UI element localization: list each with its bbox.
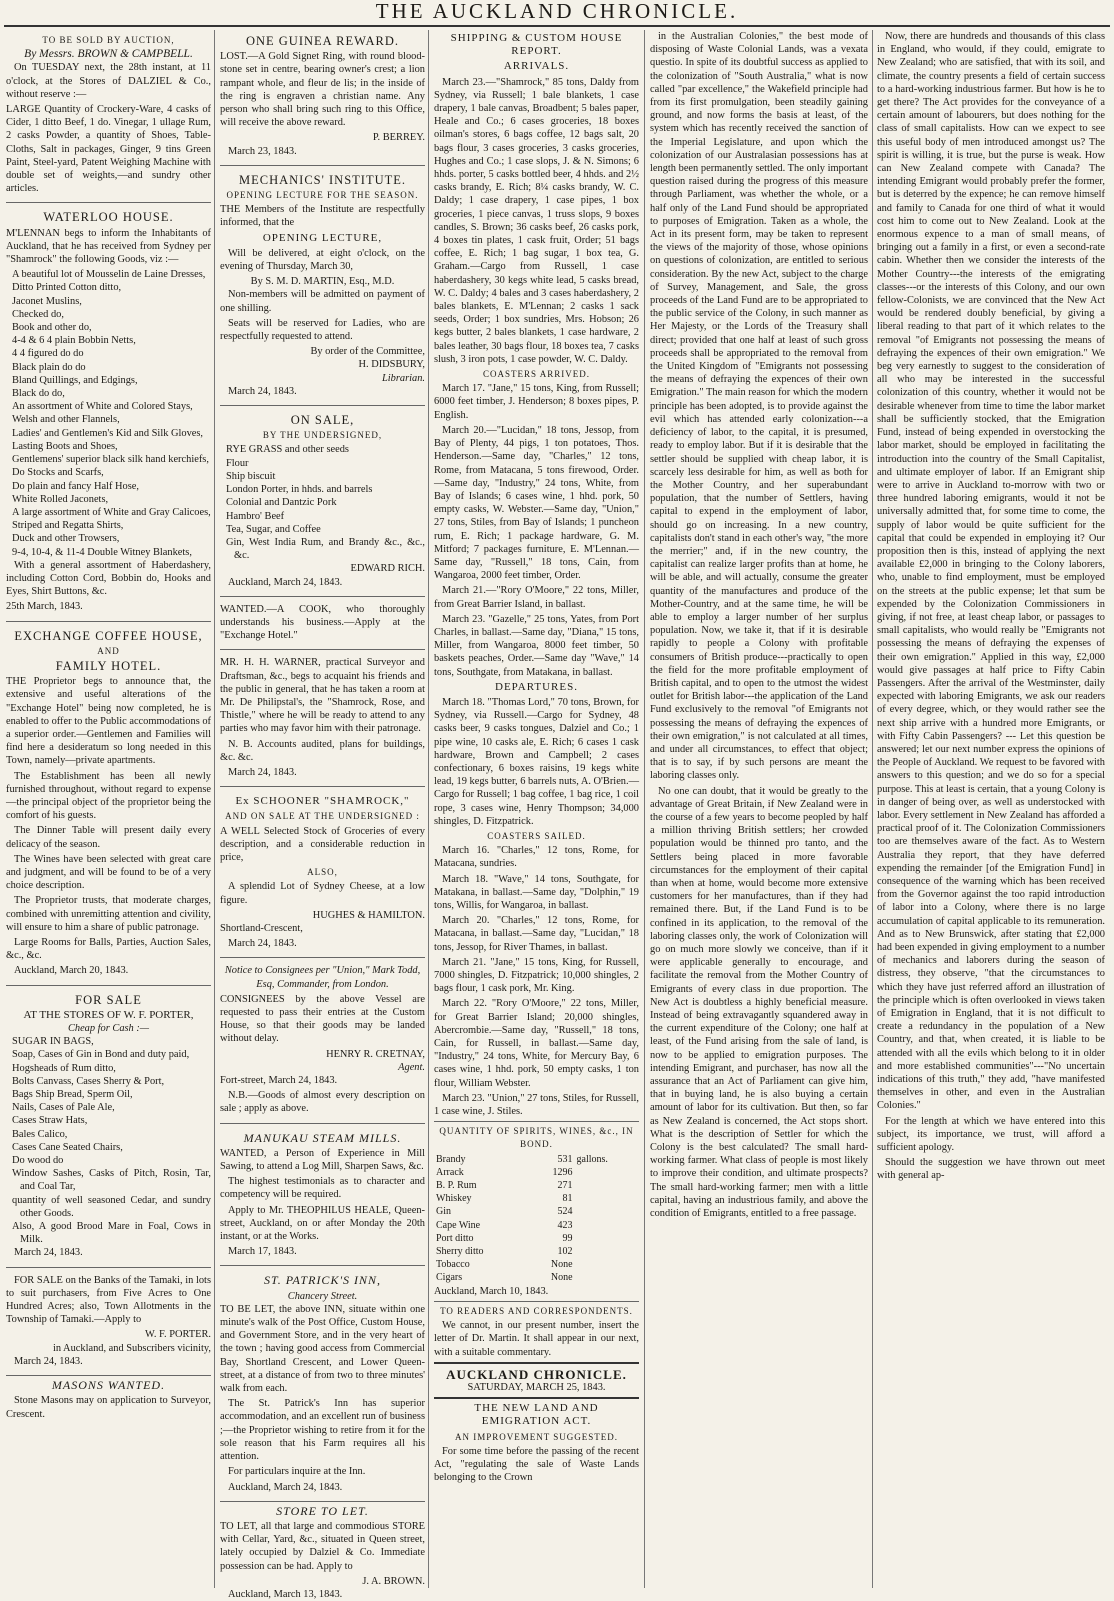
store-ad xyxy=(220,1505,425,1601)
bond-item: Brandy xyxy=(436,1153,466,1165)
list-item: Duck and other Trowsers, xyxy=(12,533,120,545)
list-item: A beautiful lot of Mousselin de Laine Dresses, xyxy=(12,269,206,281)
store-heading: STORE TO LET. xyxy=(276,1503,369,1518)
table-row xyxy=(434,1245,639,1258)
departures-list xyxy=(434,696,639,828)
bond-unit xyxy=(575,1258,639,1271)
store-name: J. A. BROWN. xyxy=(362,1575,425,1587)
column-5 xyxy=(877,30,1105,1588)
mills-body: WANTED, a Person of Experience in Mill Sawing, to attend a Log Mill, Sharpen Saws, &c. xyxy=(220,1147,425,1173)
column-2 xyxy=(220,30,425,1600)
inn-body-2: The St. Patrick's Inn has superior accommodation, and an excellent run of business ;—the Proprietor wishing to retire from it for the sole reason that his Farm requires all his attention. xyxy=(220,1398,425,1463)
shamrock-name: HUGHES & HAMILTON. xyxy=(312,909,425,921)
waterloo-ad xyxy=(6,206,211,621)
waterloo-date: 25th March, 1843. xyxy=(6,601,83,613)
list-item: Bland Quillings, and Edgings, xyxy=(12,374,138,386)
onsale-date: Auckland, March 24, 1843. xyxy=(228,576,343,588)
list-item: Bales Calico, xyxy=(12,1128,68,1140)
shamrock-date: March 24, 1843. xyxy=(228,938,297,950)
mills-body-3: Apply to Mr. THEOPHILUS HEALE, Queen-street, Auckland, on or after Monday the 20th instant, or at the Works. xyxy=(220,1204,425,1243)
shamrock-body: A WELL Selected Stock of Groceries of every description, and a considerable reduction in price, xyxy=(220,825,425,863)
coasters-arrived-heading: COASTERS ARRIVED. xyxy=(482,369,590,380)
bond-item: Sherry ditto xyxy=(436,1246,484,1258)
shipping-entry: March 21.—"Rory O'Moore," 22 tons, Miller, from Great Barrier Island, in ballast. xyxy=(434,585,639,610)
mechanics-date: March 24, 1843. xyxy=(228,385,297,397)
list-item: Window Sashes, Casks of Pitch, Rosin, Tar, and Coal Tar, xyxy=(12,1168,211,1193)
shipping-entry: March 17. "Jane," 15 tons, King, from Russell; 6000 feet timber, J. Henderson; 8 boxes pipes, P. English. xyxy=(434,383,639,421)
consignees-title: Agent. xyxy=(398,1061,425,1073)
column-divider xyxy=(214,30,215,1588)
inn-date: Auckland, March 24, 1843. xyxy=(228,1481,343,1493)
mechanics-para: THE Members of the Institute are respectfully informed, that the xyxy=(220,204,425,229)
exchange-para: The Proprietor trusts, that moderate charges, combined with unremitting attention and civility, will ensure to him a share of public patronage. xyxy=(6,895,211,933)
table-row xyxy=(434,1153,639,1166)
bond-qty: 524 xyxy=(557,1206,573,1218)
auction-heading: TO BE SOLD BY AUCTION, xyxy=(42,35,175,45)
bond-table xyxy=(434,1153,639,1285)
table-row xyxy=(434,1232,639,1245)
onsale-items xyxy=(220,443,425,562)
shipping-entry: March 23. "Gazelle," 25 tons, Yates, from Port Charles, in ballast.—Same day, "Diana," 15 tons, Miller, from Wangaroa, 8000 feet timber, 50 baskets peaches, Order.—Same day "Wave," 14 tons, Southgate, from Matakana, in ballast. xyxy=(434,613,639,678)
bond-unit xyxy=(575,1179,639,1192)
masthead: THE AUCKLAND CHRONICLE. xyxy=(375,0,739,23)
tamaki-name: W. F. PORTER. xyxy=(145,1329,211,1341)
article-continued xyxy=(650,30,868,1220)
inn-sub: Chancery Street. xyxy=(287,1290,358,1302)
bond-qty: 271 xyxy=(557,1180,573,1192)
shipping-entry: March 20.—"Lucidan," 18 tons, Jessop, from Bay of Plenty, 44 pigs, 1 ton potatoes, Thos. Henderson.—Same day, "Charles," 12 tons, Rome, from Matacana, 5 tons firewood, Order.—Same day, "Industry," 24 tons, White, from Bay of Islands; 6 cases wine, 1 hhd. pork, 50 empty casks, W. Webster.—Same day, "Union," 27 tons, Stiles, from Bay of Islands; 1 puncheon rum, E. Rich; 1 package hardware, G. M. Mitford; 7 packages furniture, E. M'Lennan.—Same day, "Russell," 18 tons, Cain, from Wangaroa, 2000 feet timber, Order. xyxy=(434,424,639,582)
shipping-entry: March 16. "Charles," 12 tons, Rome, for Matacana, sundries. xyxy=(434,845,639,870)
column-3 xyxy=(434,30,639,1588)
shipping-entry: March 18. "Thomas Lord," 70 tons, Brown, for Sydney, via Russell.—Cargo for Sydney, 48 casks beer, 9 casks tongues, Dalziel and Co.; 1 pipe wine, 10 casks ale, E. Rich; 6 cases 1 cask hardware, Brown and Campbell; 2 cases confectionary, 6 boxes raisins, 19 kegs white lead, 19 kegs butter, 6 barrels nuts, A. O'Brien.—Cargo for Russell; 1 bag coffee, 1 bag rice, 1 coil rope, 3 cases wine, Henry Thompson; 34,000 shingles, D. Fitzpatrick. xyxy=(434,696,639,827)
table-row xyxy=(434,1179,639,1192)
bond-date: Auckland, March 10, 1843. xyxy=(434,1285,549,1297)
list-item: A large assortment of White and Gray Calicoes, xyxy=(12,506,211,518)
list-item: Gentlemens' superior black silk hand kerchiefs, xyxy=(12,454,209,466)
list-item: Cases Cane Seated Chairs, xyxy=(12,1141,123,1153)
shamrock-ad xyxy=(220,790,425,958)
mechanics-heading: MECHANICS' INSTITUTE. xyxy=(239,172,406,187)
reward-name: P. BERREY. xyxy=(372,132,425,144)
forsale-date: March 24, 1843. xyxy=(14,1247,83,1259)
shipping-heading: SHIPPING & CUSTOM HOUSE REPORT. xyxy=(450,32,623,58)
mechanics-name: H. DIDSBURY, xyxy=(358,359,425,371)
mechanics-para: Seats will be reserved for Ladies, who are respectfully requested to attend. xyxy=(220,317,425,343)
exchange-para: The Dinner Table will present daily every delicacy of the season. xyxy=(6,825,211,850)
onsale-by: BY THE UNDERSIGNED, xyxy=(262,430,383,441)
list-item: Black plain do do xyxy=(12,361,86,373)
store-body: TO LET, all that large and commodious STORE with Cellar, Yard, &c., situated in Queen street, lately occupied by Dalziel & Co. Immediate possession can be had. Apply to xyxy=(220,1520,425,1572)
table-row xyxy=(434,1192,639,1205)
shipping-entry: March 23.—"Shamrock," 85 tons, Daldy from Sydney, via Russell; 1 bale blankets, 1 case drapery, 1 bale canvas, Broadbent; 5 bales paper, Heale and Co.; 6 cases groceries, 18 boxes oilman's stores, 6 bags coffee, 12 bags salt, 20 bags flour, 3 cases groceries, 3 casks groceries, Hughes and Co.; 1 case slops, J. & N. Simons; 6 hhds. porter, 5 casks bottled beer, 4 hhds. and 2½ casks brandy, E. Rich; 8¼ casks brandy, W. C. Daldy; 1 case drapery, 1 case pipes, 1 box groceries, 1 piece canvas, 1 truss slops, 9 boxes candles, S. Brown; 36 casks beef, 26 casks pork, 4 boxes tin plates, 1 cask fruit, Order; 51 bags coffee, E. Rich; 1 bag sugar, 1 box tea, G. Graham.—Cargo from Russell, 1 case haberdashery, 30 kegs white lead, 5 casks bread, W. C. Daldy; 4 bales and 3 cases haberdashery, 2 bales blankets, E. M'Lennan; 2 casks 1 sack seeds, Order; 1 box sundries, Mrs. Hobson; 26 kegs butter, 2 bales blankets, 1 case hardware, 2 bales leather, 30 bags flour, 18 boxes tea, 7 casks slush, 3 iron pots, 1 case powder, W. C. Daldy. xyxy=(434,76,639,365)
bond-qty: None xyxy=(550,1272,573,1284)
list-item: 4 4 figured do do xyxy=(12,348,84,360)
list-item: Book and other do, xyxy=(12,322,92,334)
bond-unit xyxy=(575,1245,639,1258)
inn-body-3: For particulars inquire at the Inn. xyxy=(228,1466,366,1478)
store-date: Auckland, March 13, 1843. xyxy=(228,1588,343,1600)
exchange-para: THE Proprietor begs to announce that, the extensive and useful alterations of the "Exchange Hotel" being now completed, he is enabled to offer to the Public accommodations of a superior order.—Gentlemen and Families will find here a desideratum so long needed in this Town, namely—private apartments. xyxy=(6,676,211,767)
bond-qty: 1296 xyxy=(552,1166,573,1178)
exchange-ad xyxy=(6,625,211,986)
list-item: Also, A good Brood Mare in Foal, Cows in Milk. xyxy=(12,1221,211,1246)
list-item: Flour xyxy=(226,457,249,469)
column-divider xyxy=(644,30,645,1588)
article-paragraph: Should the suggestion we have thrown out meet with general ap- xyxy=(877,1157,1105,1182)
inn-heading: ST. PATRICK'S INN, xyxy=(263,1273,382,1288)
exchange-para: The Establishment has been all newly furnished throughout, without regard to expense—the principal object of the proprietor being the comfort of his guests. xyxy=(6,770,211,822)
list-item: Ditto Printed Cotton ditto, xyxy=(12,282,122,294)
auction-intro: On TUESDAY next, the 28th instant, at 11 o'clock, at the Stores of DALZIEL & Co., without reserve :— xyxy=(6,62,211,100)
list-item: Ladies' and Gentlemen's Kid and Silk Gloves, xyxy=(12,427,204,439)
exchange-heading-2: FAMILY HOTEL. xyxy=(55,658,162,673)
list-item: Black do do, xyxy=(12,388,65,400)
list-item: Bags Ship Bread, Sperm Oil, xyxy=(12,1089,133,1101)
list-item: Hogsheads of Rum ditto, xyxy=(12,1062,116,1074)
mechanics-para: Non-members will be admitted on payment of one shilling. xyxy=(220,289,425,314)
bond-unit: gallons. xyxy=(576,1153,608,1165)
bond-unit xyxy=(575,1166,639,1179)
list-item: 9-4, 10-4, & 11-4 Double Witney Blankets, xyxy=(12,546,192,558)
column-1 xyxy=(6,30,211,1588)
list-item: Welsh and other Flannels, xyxy=(12,414,120,426)
bond-unit xyxy=(575,1232,639,1245)
list-item: 4-4 & 6 4 plain Bobbin Netts, xyxy=(12,335,136,347)
mills-heading: MANUKAU STEAM MILLS. xyxy=(243,1130,402,1145)
reward-ad xyxy=(220,30,425,166)
article-continued-2 xyxy=(877,30,1105,1183)
table-row xyxy=(434,1166,639,1179)
mechanics-order: By order of the Committee, xyxy=(310,346,425,358)
tamaki-place: in Auckland, and Subscribers vicinity, xyxy=(52,1342,211,1354)
shamrock-heading: Ex SCHOONER "SHAMROCK," xyxy=(235,795,410,808)
auction-by: By Messrs. BROWN & CAMPBELL. xyxy=(24,48,193,61)
warner-body: MR. H. H. WARNER, practical Surveyor and Draftsman, &c., begs to acquaint his friends and the public in general, that he has taken a room at Mr. De Philipstal's, the "Shamrock, Rose, and Thistle," where he will be ready to attend to any parties who may favor him with their patronage. xyxy=(220,657,425,735)
forsale-items xyxy=(6,1035,211,1246)
shamrock-also: ALSO, xyxy=(307,867,338,878)
auction-body: LARGE Quantity of Crockery-Ware, 4 casks of Cider, 1 ditto Beef, 1 do. Vinegar, 1 ullage Rum, 2 casks Powder, a quantity of Shoes, Table-Cloths, Salt in packages, Ginger, 9 tins Green Paint, Steel-yard, Patent Weighing Machine with double set of weights,—and sundry other articles. xyxy=(6,104,211,195)
column-divider xyxy=(428,30,429,1588)
list-item: Ship biscuit xyxy=(226,470,276,482)
chronicle-banner: AUCKLAND CHRONICLE. xyxy=(446,1366,627,1382)
union-notice: Notice to Consignees per "Union," Mark Todd, Esq, Commander, from London. xyxy=(224,965,421,990)
mechanics-title: Librarian. xyxy=(381,372,425,384)
masons-body: Stone Masons may on application to Surveyor, Crescent. xyxy=(6,1395,211,1420)
list-item: Do Stocks and Scarfs, xyxy=(12,467,104,479)
list-item: Hambro' Beef xyxy=(226,510,285,522)
article-paragraph: Now, there are hundreds and thousands of this class in England, who would, if they could, emigrate to New Zealand; who are satisfied, that with its soil, and climate, the country presents a field of certain success to a hard-working industrious farmer. But how is he to get there? The Act provides for the conveyance of a certain amount of labourers, but does nothing for the class of small capitalists. How can we expect to see this useful body of men introduced amongst us? The spirit is willing, it is true, but the purse is weak. How can New Zealand compete with Canada? The intending Emigrant would probably prefer the former, but is deterred by the expence; he can remove himself and family to Canada for one third of what it would cost him to come out to New Zealand. Look at the enormous expence to a man of small means, of bringing out a family in a first, or even a second-rate cabin. Whether then we consider the interests of the Mother Country---the interests of the emigrating classes---or the interests of this Colony, and our own fellow-Colonists, we are convinced that the New Act would be rendered doubly beneficial, by giving a liberal reading to that part of it which relates to the removal "of Emigrants not possessing the means of defraying the expences of their own emigration." We beg very earnestly to suggest to the consideration of all who may be interested in the successful colonization of this country, whether it would not be desirable whenever from time to time the labor market shall be sufficiently stocked, that the Emigration Fund, instead of being expended in overstocking the labor market, should be employed in facilitating the introduction into the country of the Small Capitalist, and ultimate employer of labor. If an Emigrant ship were to arrive in Auckland to-morrow with two or three hundred laboring emigrants, would it not be universally admitted that, for some time to come, the supply of labor would be quite sufficient for the capital that could be expended in employing it? Our proposition then is this, instead of applying the next available £2,000 in bringing to the Colony laborers, who, unable to find employment, must be employed on the streets at the public expense; let that sum be expended by the Colonization Commissioners in giving, if not free, at least cheap labor, or passages to small capitalists, who would really be "Emigrants not possessing the means of defraying the expenses of their own emigration." Applied in this way, £2,000 would give passages at half price to Fifty Cabin Passengers. After the arrival of the Westminster, daily expected with laboring Emigrants, we ask our readers of every degree, which, or they would rather see the next ship arrive with a hundred more Emigrants, or with Fifty Cabin Passengers? --- Let this question be answered; let our next number express the opinions of the People of Auckland. We request to be favored with answers to this question; and we do so for a special purpose. This at least is certain, that a young Colony is in danger of being over, as well as understocked with labor. Every settlement in New Zealand has afforded a practical proof of it. The Colonization Commissioners too are themselves aware of the fact. As to Western Australia they report, that they have deferred expending the remainder [of the Emigration Fund] in consequence of the warning which has been received from the Governor against the too rapid introduction of labor into a Colony, where there is no large accumulation of capital applicable to its remuneration. And as to New Brunswick, after stating that £2,000 had been expended in giving employment to a number of mechanics and laborers during the season of distress, they observe, "that the circumstances to which they have just referred afford an illustration of the principle which is often overlooked in views taken of Emigration in England, that it is not difficult to create a redundancy in the population of a New Country, and that, when created, it is liable to be attended with all the evils which belong to it in older and more established communities"---"No uncertain indications of this truth," they add, "have manifested themselves in other, and even in the Australian Colonies." xyxy=(877,31,1105,1112)
bond-qty: 99 xyxy=(562,1232,573,1244)
inn-body: TO BE LET, the above INN, situate within one minute's walk of the Post Office, Custom House, and Government Store, and in the very heart of the town ; having good access from Commercial Bay, Shortland Crescent, and Lower Queen-street, at a distance of from two to three minutes' walk from each. xyxy=(220,1303,425,1395)
mills-date: March 17, 1843. xyxy=(228,1246,297,1258)
forsale-cheap: Cheap for Cash :— xyxy=(67,1023,150,1035)
banner-date: SATURDAY, MARCH 25, 1843. xyxy=(467,1381,606,1393)
table-row xyxy=(434,1205,639,1218)
exchange-heading: EXCHANGE COFFEE HOUSE, xyxy=(14,628,203,643)
list-item: Do wood do xyxy=(12,1155,64,1167)
bond-qty: None xyxy=(550,1259,573,1271)
onsale-ad xyxy=(220,409,425,597)
mills-ad xyxy=(220,1127,425,1267)
table-row xyxy=(434,1271,639,1284)
cook-ad xyxy=(220,600,425,651)
shamrock-sub: AND ON SALE AT THE UNDERSIGNED : xyxy=(225,811,420,822)
mechanics-para: Will be delivered, at eight o'clock, on the evening of Thursday, March 30, xyxy=(220,247,425,273)
mechanics-by: By S. M. D. MARTIN, Esq., M.D. xyxy=(250,276,395,288)
consignees-place: Fort-street, March 24, 1843. xyxy=(220,1075,338,1087)
column-4 xyxy=(650,30,868,1588)
onsale-name: EDWARD RICH. xyxy=(350,563,425,575)
masons-ad xyxy=(6,1379,211,1421)
reward-body: LOST.—A Gold Signet Ring, with round blood-stone set in centre, bearing owner's crest; a lion rampant whole, and fleur de lis; in the inside of the ring is engraven a christian name. Any person who shall bring such ring to this Office, will receive the above reward. xyxy=(220,51,425,129)
consignees-nb: N.B.—Goods of almost every description on sale ; apply as above. xyxy=(220,1090,425,1115)
waterloo-items xyxy=(6,268,211,558)
bond-unit xyxy=(575,1205,639,1218)
bond-unit xyxy=(575,1271,639,1284)
masons-heading: MASONS WANTED. xyxy=(51,1378,166,1393)
table-row xyxy=(434,1219,639,1232)
porter-forsale-ad xyxy=(6,989,211,1268)
shipping-entry: March 20. "Charles," 12 tons, Rome, for Matacana, in ballast.—Same day, "Lucidan," 18 tons, Jessop, for River Thames, in ballast. xyxy=(434,915,639,953)
forsale-heading: FOR SALE xyxy=(75,992,142,1007)
bond-item: Port ditto xyxy=(436,1232,474,1244)
bond-qty: 81 xyxy=(562,1193,573,1205)
list-item: Lasting Boots and Shoes, xyxy=(12,440,118,452)
waterloo-outro: With a general assortment of Haberdashery, including Cotton Cord, Bobbin do, Hooks and Eyes, Shirt Buttons, &c. xyxy=(6,559,211,598)
article-paragraph: No one can doubt, that it would be greatly to the advantage of Great Britain, if New Zealand were in the course of a few years to become peopled by half a million thriving British settlers; her crowded population would be thinned pro tanto, and the Settlers being placed in more favorable circumstances for the employment of their capital than when at home, would become more extensive customers for her manufactures, than if they had remained there. But, if the Land Fund is to be confined in its application, to the removal of the laboring classes only, the work of Colonization will go on much more slowly we conceive, than if it were applicable generally to encourage, and facilitate the removal from the Mother Country of Emigrants of every class in due proportion. The New Act is doubtless a highly beneficial measure. Instead of being extravagantly squandered away in the current expenditure of the Colony; one half at least, of the Fund arising from the sale of land, is now to be applied to emigration purposes. The intending Emigrant, and purchaser, has now all the assurance that an Act of Parliament can give him, that in buying land, he is also buying a certain amount of labor for its cultivation. But then, so far as New Zealand is concerned, the Act stops short. What is the description of Settler for which the Colony is the best calculated? The small hard-working farmer. What class of people is most likely to improve their condition, and ultimate prospects? The small hard-working farmer; men with a little capital, having an industrious family, and above the condition of Emigrants, entitled to a free passage. xyxy=(650,785,868,1220)
list-item: An assortment of White and Colored Stays, xyxy=(12,401,193,413)
coasters-sailed-list xyxy=(434,844,639,1118)
list-item: quantity of well seasoned Cedar, and sundry other Goods. xyxy=(12,1194,211,1219)
bond-unit xyxy=(575,1219,639,1232)
bond-item: Arrack xyxy=(436,1166,464,1178)
exchange-para: Large Rooms for Balls, Parties, Auction Sales, &c., &c. xyxy=(6,937,211,962)
coasters-arrived-list xyxy=(434,382,639,678)
bond-qty: 423 xyxy=(557,1219,573,1231)
list-item: Cases Straw Hats, xyxy=(12,1115,88,1127)
article-heading: THE NEW LAND AND EMIGRATION ACT. xyxy=(474,1402,599,1428)
list-item: London Porter, in hhds. and barrels xyxy=(226,484,373,496)
consignees-body: CONSIGNEES by the above Vessel are requested to pass their entries at the Custom House, so that their goods may be landed without delay. xyxy=(220,993,425,1045)
mechanics-lecture: OPENING LECTURE, xyxy=(262,231,383,244)
list-item: Colonial and Dantzic Pork xyxy=(226,497,337,509)
arrivals-list xyxy=(434,76,639,366)
consignees-ad xyxy=(220,961,425,1123)
auction-ad xyxy=(6,30,211,203)
shipping-entry: March 22. "Rory O'Moore," 22 tons, Miller, for Great Barrier Island; 20,000 shingles, Abercrombie.—Same day, "Russell," 18 tons, Cain, for Russell, in ballast.—Same day, "Industry," 24 tons, White, for Mercury Bay, 6 cases wine, 1 hhd. pork, 50 empty casks, 1 ton flour, William Webster. xyxy=(434,998,639,1089)
tamaki-date: March 24, 1843. xyxy=(14,1355,83,1367)
exchange-para: The Wines have been selected with great care and judgment, and will be found to be of a very choice description. xyxy=(6,853,211,892)
list-item: Jaconet Muslins, xyxy=(12,295,82,307)
bond-item: Cigars xyxy=(436,1272,463,1284)
bond-item: B. P. Rum xyxy=(436,1180,477,1192)
list-item: Tea, Sugar, and Coffee xyxy=(226,523,321,535)
waterloo-heading: WATERLOO HOUSE. xyxy=(43,210,174,225)
list-item: SUGAR IN BAGS, xyxy=(12,1036,94,1048)
forsale-at: AT THE STORES OF W. F. PORTER, xyxy=(23,1008,194,1021)
list-item: White Rolled Jaconets, xyxy=(12,493,109,505)
bond-item: Cape Wine xyxy=(436,1219,481,1231)
tamaki-body: FOR SALE on the Banks of the Tamaki, in lots to suit purchasers, from Five Acres to One Hundred Acres; also, Town Allotments in the Township of Tamaki.—Apply to xyxy=(6,1274,211,1326)
arrivals-heading: ARRIVALS. xyxy=(503,60,570,73)
shipping-entry: March 18. "Wave," 14 tons, Southgate, for Matakana, in ballast.—Same day, "Dolphin," 19 tons, Willis, for Wangaroa, in ballast. xyxy=(434,873,639,911)
shipping-entry: March 21. "Jane," 15 tons, King, for Russell, 7000 shingles, D. Fitzpatrick; 10,000 shingles, 2 bags flour, 1 cask pork, Mr. King. xyxy=(434,956,639,995)
list-item: Nails, Cases of Pale Ale, xyxy=(12,1102,115,1114)
shamrock-place: Shortland-Crescent, xyxy=(220,922,303,934)
bond-qty: 531 xyxy=(557,1153,573,1165)
warner-ad xyxy=(220,653,425,787)
exchange-date: Auckland, March 20, 1843. xyxy=(14,965,129,977)
list-item: Soap, Cases of Gin in Bond and duty paid, xyxy=(12,1049,190,1061)
tamaki-ad xyxy=(6,1271,211,1376)
bond-heading: QUANTITY OF SPIRITS, WINES, &c., IN BOND. xyxy=(439,1126,634,1150)
bond-unit xyxy=(575,1192,639,1205)
readers-body: We cannot, in our present number, insert the letter of Dr. Martin. It shall appear in our next, with a suitable commentary. xyxy=(434,1320,639,1358)
masthead-rule xyxy=(4,25,1110,27)
list-item: Do plain and fancy Half Hose, xyxy=(12,480,139,492)
readers-heading: TO READERS AND CORRESPONDENTS. xyxy=(440,1305,633,1316)
mechanics-sub: OPENING LECTURE FOR THE SEASON. xyxy=(226,190,419,201)
bond-item: Tobacco xyxy=(436,1259,470,1271)
list-item: Checked do, xyxy=(12,308,64,320)
cook-body: WANTED.—A COOK, who thoroughly understands his business.—Apply at the "Exchange Hotel." xyxy=(220,603,425,642)
bond-qty: 102 xyxy=(557,1246,573,1258)
reward-date: March 23, 1843. xyxy=(228,145,297,157)
warner-nb: N. B. Accounts audited, plans for buildings, &c. &c. xyxy=(220,738,425,763)
table-row xyxy=(434,1258,639,1271)
consignees-name: HENRY R. CRETNAY, xyxy=(326,1048,425,1060)
shamrock-body-2: A splendid Lot of Sydney Cheese, at a low figure. xyxy=(220,881,425,906)
departures-heading: DEPARTURES. xyxy=(495,680,578,693)
warner-date: March 24, 1843. xyxy=(228,766,297,778)
column-divider xyxy=(872,30,873,1588)
bond-item: Whiskey xyxy=(436,1193,472,1205)
inn-ad xyxy=(220,1269,425,1501)
mills-body-2: The highest testimonials as to character and competency will be required. xyxy=(220,1176,425,1201)
mechanics-ad xyxy=(220,169,425,406)
exchange-and: AND xyxy=(97,645,120,656)
article-sub: AN IMPROVEMENT SUGGESTED. xyxy=(454,1431,619,1442)
reward-heading: ONE GUINEA REWARD. xyxy=(245,34,400,48)
list-item: Gin, West India Rum, and Brandy &c., &c., &c. xyxy=(226,536,425,562)
list-item: Striped and Regatta Shirts, xyxy=(12,520,124,532)
waterloo-intro: M'LENNAN begs to inform the Inhabitants of Auckland, that he has received from Sydney per "Shamrock" the following Goods, viz :— xyxy=(6,227,211,266)
onsale-heading: ON SALE, xyxy=(290,413,355,428)
bond-item: Gin xyxy=(436,1206,451,1218)
article-opening: For some time before the passing of the recent Act, "regulating the sale of Waste Lands belonging to the Crown xyxy=(434,1445,639,1484)
article-paragraph: in the Australian Colonies," the best mode of disposing of Waste Colonial Lands, was a vexata questio. In spite of its doubtful success as applied to the colonization of "South Australia," what is now called "par excellence," the Wakefield principle had from its first promulgation, been steadily gaining ground, and now forms the basis at least, of the system which has recently received the sanction of the Imperial Legislature, and upon which the colonization of our Australasian possessions has at length been permanently settled. The only important question raised during the progress of this measure through Parliament, was whether the whole, or a half only of the Land Fund should be appropriated to purposes of Emigration. Taken as a whole, the Act in its present form, may be taken to represent the views of the majority of those, whose opinions on questions of colonization, are entitled to serious consideration. By the new Act, subject to the charge of Survey, Management, and Sale, the gross proceeds of the Land Fund are to be appropriated to the public service of the Colony, in such manner as Her Majesty, or the Lords of the Treasury shall direct; provided that one half at least of such gross proceeds shall be appropriated to the removal from the United Kingdom of "Emigrants not possessing the means of defraying the expences of their own Emigration." The main reason for which the modern principle has been adopted, is to provide against the evil which has attended early colonization---a deficiency of labor, to the capital, it is presumed, ready to employ labor. But if it is desirable that the settler should be supplied with cheap labor, it is scarcely less desirable for him, as well as both for the Mother Country, and her superabundant population, that the number of Settlers, having capital to expend in the employment of labor, should go on increasing. In a new country, capitalists don't stand in each other's way, "the more the merrier;" and, if in the new country, the capitalist can realize larger profits than at home, he will be able, and will actually, consume the greater quantity of the manufactures and produce of the Mother-Country, and at the same time, he will be able to employ a larger number of her surplus population. Now, we take it, that if it is desirable rapidly to people a Colony with profitable consumers of British produce---practically to open the field for the more profitable employment of British capital, and to open to the utmost the widest outlet for British labor---the application of the Land Fund exclusively to the removal "of Emigrants not possessing the means of defraying the expences of their own emigration," is not calculated at all times, and under all circumstances, to effect that object; that is to say, if by such persons are meant the laboring classes only. xyxy=(650,31,868,782)
list-item: RYE GRASS and other seeds xyxy=(226,444,349,456)
shipping-entry: March 23. "Union," 27 tons, Stiles, for Russell, 1 case wine, J. Stiles. xyxy=(434,1092,639,1118)
coasters-sailed-heading: COASTERS SAILED. xyxy=(487,830,586,841)
article-paragraph: For the length at which we have entered into this subject, its importance, we trust, will afford a sufficient apology. xyxy=(877,1115,1105,1154)
list-item: Bolts Canvass, Cases Sherry & Port, xyxy=(12,1075,165,1087)
